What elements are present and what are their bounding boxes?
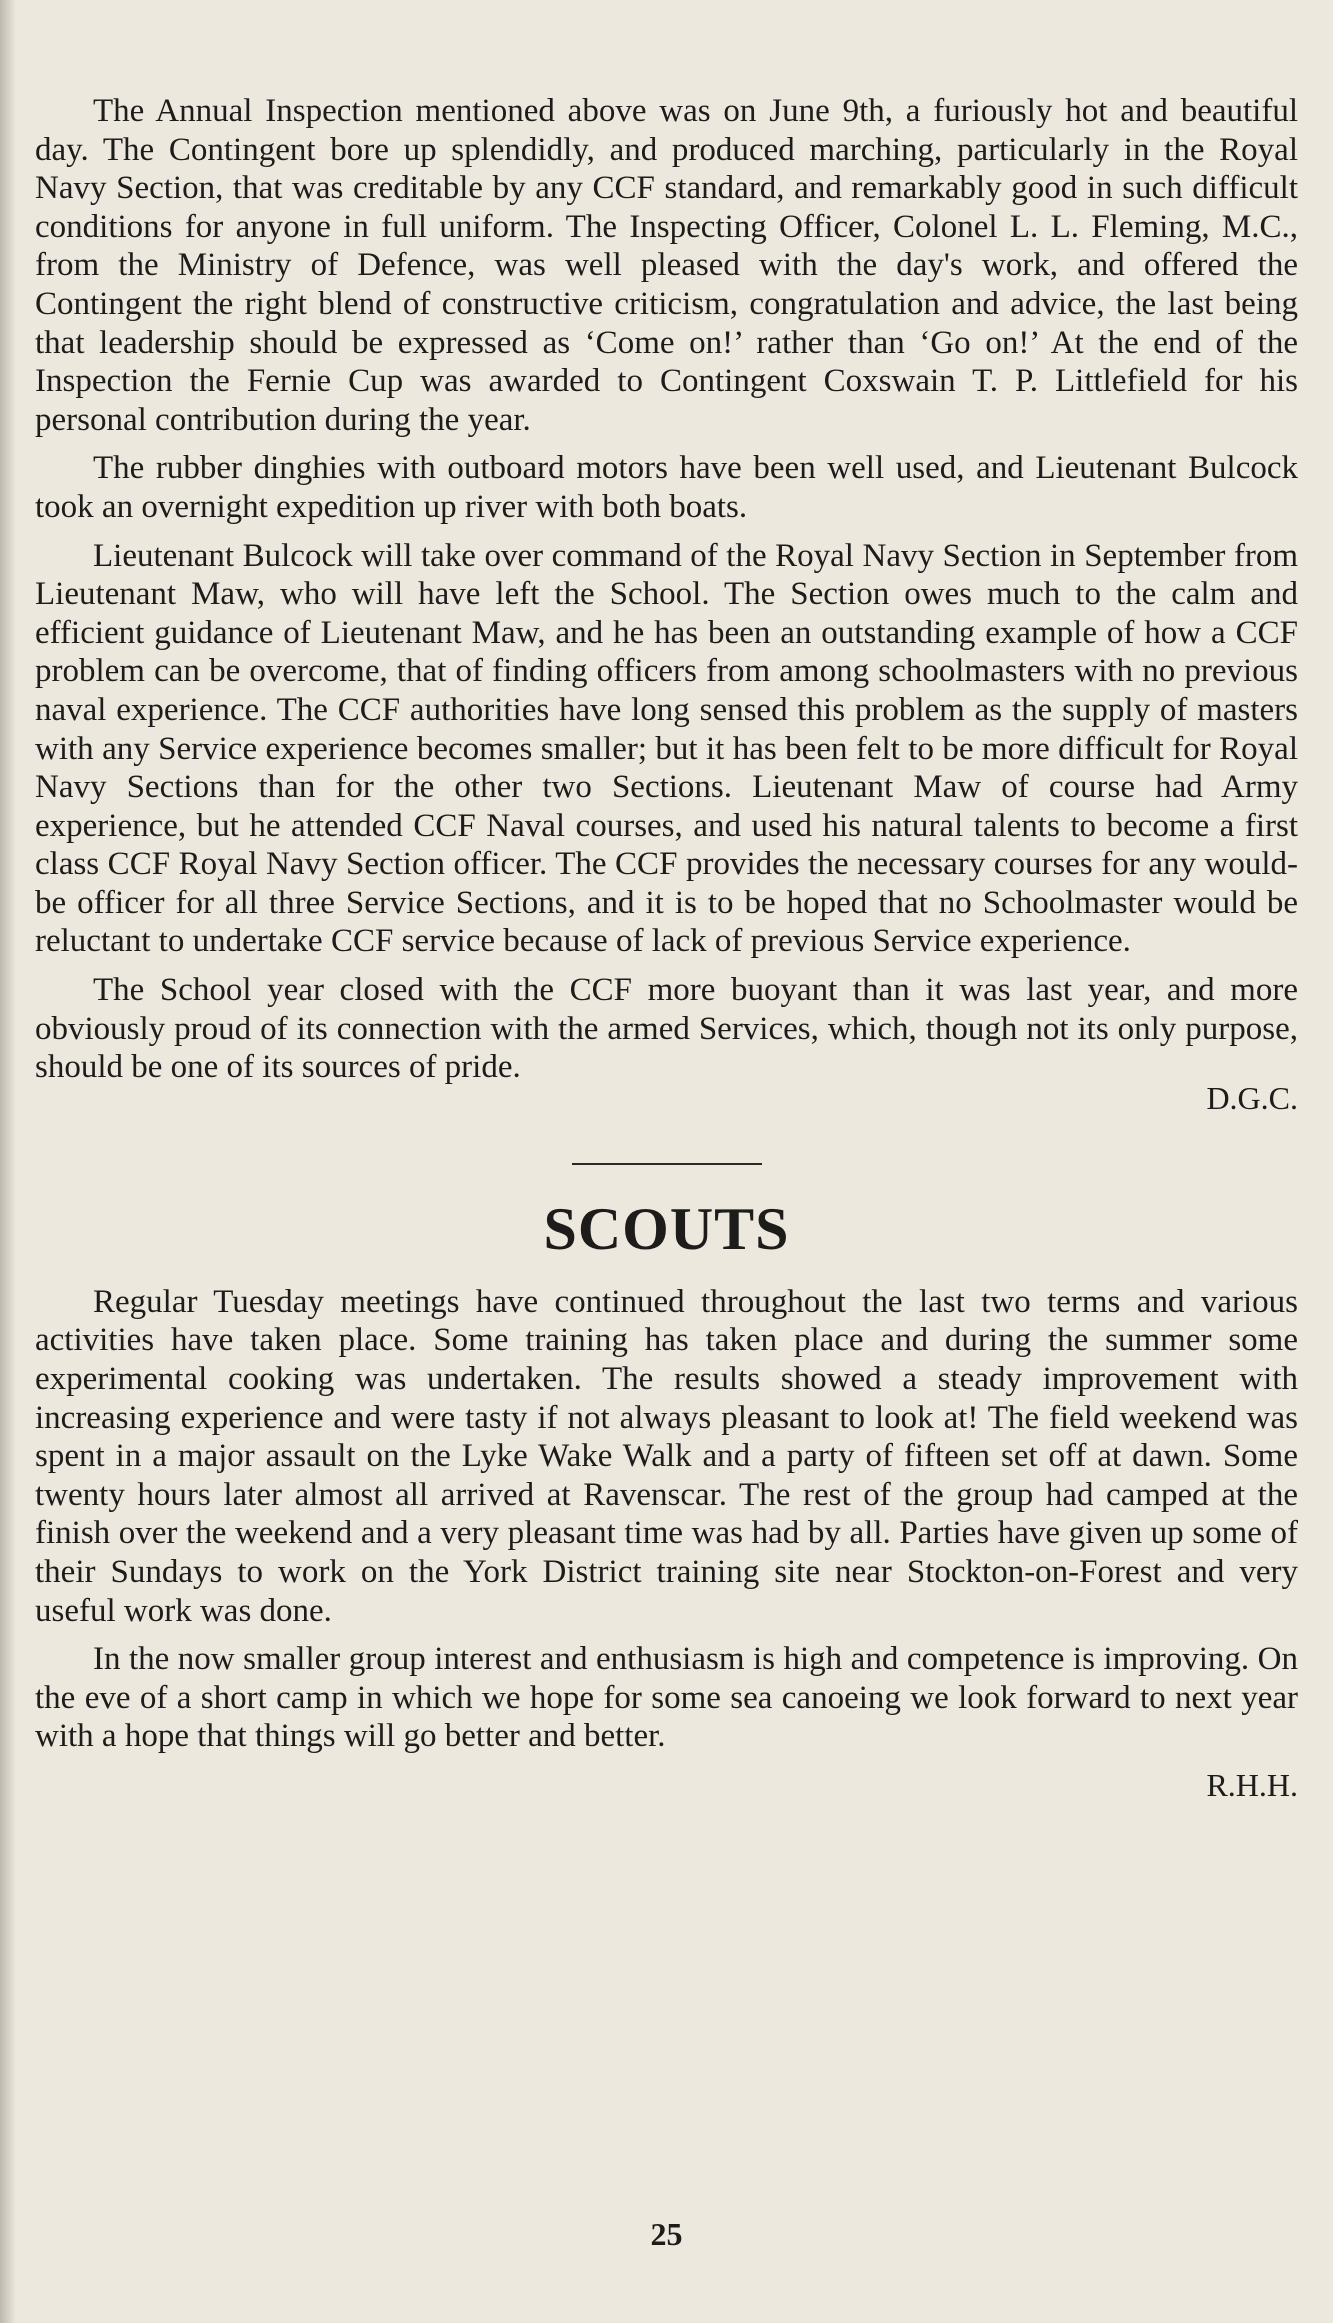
scouts-section [35, 1195, 1298, 1804]
scouts-heading: SCOUTS [543, 1195, 790, 1262]
ccf-report-section [35, 92, 1298, 1117]
ccf-paragraph-closing: The School year closed with the CCF more buoyant than it was last year, and more obviously proud of its connection with the armed Services, which, though not its only purpose, should be one of its sources of pride. [35, 972, 1298, 1086]
ccf-paragraph-inspection: The Annual Inspection mentioned above was on June 9th, a furiously hot and beautiful day. The Contingent bore up splendidly, and produced marching, particularly in the Royal Navy Section, that was creditable by any CCF standard, and remarkably good in such difficult conditions for anyone in full uniform. The Inspecting Officer, Colonel L. L. Fleming, M.C., from the Ministry of Defence, was well pleased with the day's work, and offered the Contingent the right blend of constructive criticism, congratulation and advice, the last being that leadership should be expressed as ‘Come on!’ rather than ‘Go on!’ At the end of the Inspection the Fernie Cup was awarded to Contingent Coxswain T. P. Littlefield for his personal contribution during the year. [35, 93, 1298, 438]
scouts-paragraph-meetings: Regular Tuesday meetings have continued throughout the last two terms and various activities have taken place. Some training has taken place and during the summer some experimental cooking was undertaken. The results showed a steady improvement with increasing experience and were tasty if not always pleasant to look at! The field weekend was spent in a major assault on the Lyke Wake Walk and a party of fifteen set off at dawn. Some twenty hours later almost all arrived at Ravenscar. The rest of the group had camped at the finish over the weekend and a very pleasant time was had by all. Parties have given up some of their Sundays to work on the York District training site near Stockton-on-Forest and very useful work was done. [35, 1283, 1298, 1629]
scouts-signature: R.H.H. [1206, 1766, 1298, 1803]
scouts-paragraph-outlook: In the now smaller group interest and enthusiasm is high and competence is improving. On the eve of a short camp in which we hope for some sea canoeing we look forward to next year with a hope that things will go better and better. [35, 1641, 1298, 1755]
ccf-paragraph-command: Lieutenant Bulcock will take over command of the Royal Navy Section in September from Lieutenant Maw, who will have left the School. The Section owes much to the calm and efficient guidance of Lieutenant Maw, and he has been an outstanding example of how a CCF problem can be overcome, that of finding officers from among schoolmasters with no previous naval experience. The CCF authorities have long sensed this problem as the supply of masters with any Service experience becomes smaller; but it has been felt to be more difficult for Royal Navy Sections than for the other two Sections. Lieutenant Maw of course had Army experience, but he attended CCF Naval courses, and used his natural talents to become a first class CCF Royal Navy Section officer. The CCF provides the necessary courses for any would-be officer for all three Service Sections, and it is to be hoped that no Schoolmaster would be reluctant to undertake CCF service because of lack of previous Service experience. [35, 537, 1298, 960]
page-content [35, 92, 1298, 1804]
ccf-signature: D.G.C. [1206, 1079, 1298, 1116]
binding-shadow [0, 0, 16, 2323]
ccf-paragraph-dinghies: The rubber dinghies with outboard motors have been well used, and Lieutenant Bulcock took an overnight expedition up river with both boats. [35, 450, 1298, 525]
page-number: 25 [650, 2216, 683, 2252]
section-divider [572, 1163, 762, 1165]
